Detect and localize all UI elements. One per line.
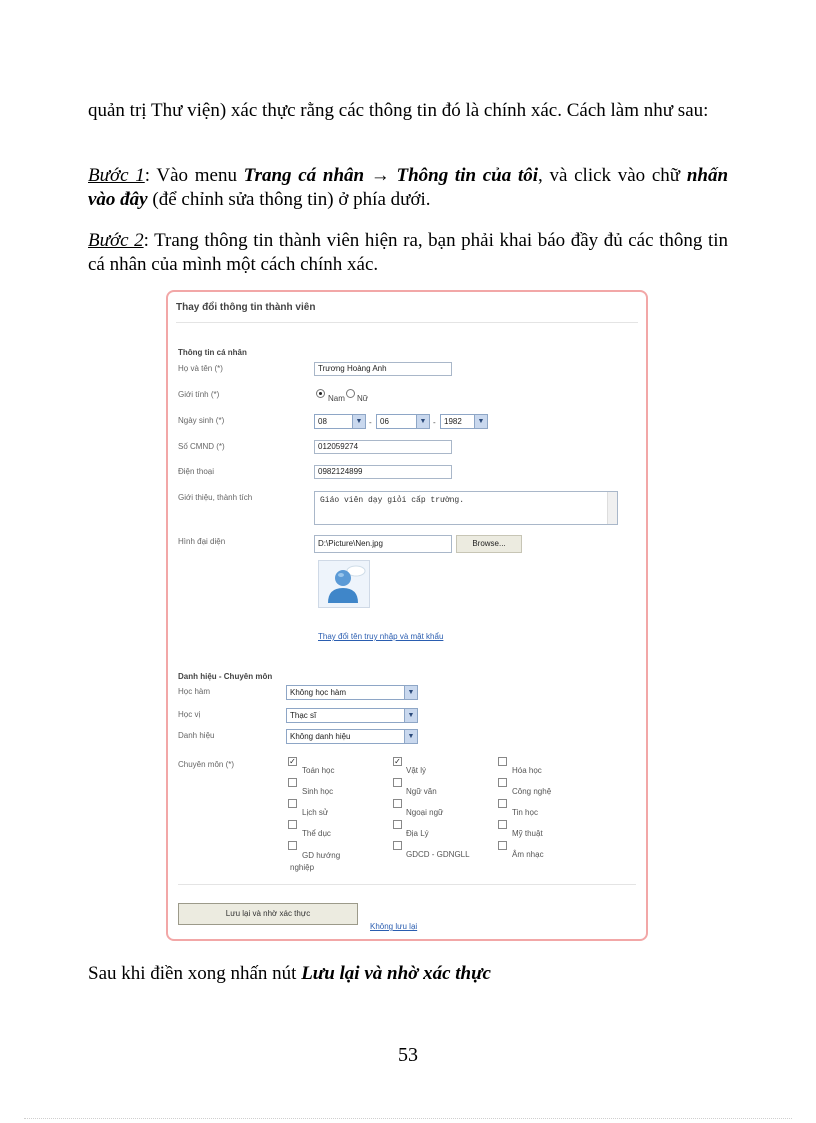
step-1-text-a: : Vào menu	[144, 165, 244, 186]
after-text: Sau khi điền xong nhấn nút	[88, 963, 302, 984]
chevron-down-icon: ▼	[416, 415, 429, 428]
subject-label: Sinh học	[302, 787, 334, 796]
step-2-paragraph	[88, 229, 728, 277]
click-here-text: nhấn vào đây	[88, 165, 729, 210]
id-number-input[interactable]: 012059274	[314, 440, 452, 454]
after-paragraph	[88, 962, 728, 986]
intro-text: quản trị Thư viện) xác thực rằng các thông tin đó là chính xác. Cách làm như sau:	[88, 100, 709, 121]
chevron-down-icon: ▼	[404, 730, 417, 743]
save-and-verify-button[interactable]: Lưu lại và nhờ xác thực	[178, 903, 358, 925]
subject-checkbox[interactable]	[498, 841, 507, 850]
avatar-preview	[318, 560, 370, 608]
subject-checkbox[interactable]	[498, 799, 507, 808]
phone-input[interactable]: 0982124899	[314, 465, 452, 479]
chevron-down-icon: ▼	[352, 415, 365, 428]
save-button-name: Lưu lại và nhờ xác thực	[301, 963, 491, 984]
personal-info-section-title: Thông tin cá nhân	[178, 348, 247, 357]
subject-checkbox[interactable]	[288, 820, 297, 829]
member-info-form-screenshot	[166, 290, 648, 941]
browse-button[interactable]: Browse...	[456, 535, 522, 553]
intro-paragraph	[88, 99, 728, 123]
intro-textarea-value: Giáo viên dạy giỏi cấp trường.	[320, 496, 465, 505]
subject-checkbox[interactable]	[288, 841, 297, 850]
degree-label: Học vị	[178, 710, 201, 719]
subject-checkbox[interactable]	[498, 778, 507, 787]
dob-month-value: 06	[380, 417, 389, 426]
subject-checkbox[interactable]	[393, 778, 402, 787]
subject-checkbox[interactable]	[393, 841, 402, 850]
page-bottom-rule	[24, 1118, 792, 1119]
step-1-text-b: , và click vào chữ	[538, 165, 687, 186]
subject-label: Hóa học	[512, 766, 542, 775]
subject-label: Vật lý	[406, 766, 427, 775]
step-2-label: Bước 2	[88, 230, 144, 251]
subject-checkbox[interactable]: ✓	[289, 757, 296, 766]
gender-female-radio[interactable]	[346, 389, 355, 398]
fullname-input[interactable]: Trương Hoàng Anh	[314, 362, 452, 376]
honor-label: Danh hiệu	[178, 731, 215, 740]
subject-checkbox[interactable]	[498, 820, 507, 829]
subject-label: Ngoại ngữ	[406, 808, 444, 817]
gender-label: Giới tính (*)	[178, 390, 220, 399]
section-gap	[168, 652, 646, 660]
dob-day-value: 08	[318, 417, 327, 426]
menu-name: Trang cá nhân	[243, 165, 365, 186]
degree-value: Thạc sĩ	[290, 711, 317, 720]
subject-label: Âm nhạc	[512, 850, 544, 859]
avatar-file-input[interactable]: D:\Picture\Nen.jpg	[314, 535, 452, 553]
subject-label: Lịch sử	[302, 808, 329, 817]
major-label: Chuyên môn (*)	[178, 760, 235, 769]
dob-day-select[interactable]	[314, 414, 366, 429]
academic-rank-value: Không học hàm	[290, 688, 347, 697]
change-credentials-link[interactable]: Thay đổi tên truy nhập và mật khẩu	[318, 632, 444, 641]
subject-checkbox[interactable]	[288, 778, 297, 787]
subject-checkbox[interactable]: ✓	[394, 757, 401, 766]
step-1-text-c: (để chỉnh sửa thông tin) ở phía dưới.	[147, 189, 431, 210]
gender-male-label: Nam	[328, 394, 345, 403]
phone-label: Điện thoại	[178, 467, 215, 476]
subject-checkbox[interactable]	[498, 757, 507, 766]
form-footer-divider	[178, 884, 636, 885]
dob-month-select[interactable]	[376, 414, 430, 429]
subject-checkbox[interactable]	[393, 799, 402, 808]
subject-label: Ngữ văn	[406, 787, 437, 796]
subject-label: Thể dục	[302, 829, 331, 838]
menu-item-name: Thông tin của tôi	[396, 165, 539, 186]
intro-label: Giới thiệu, thành tích	[178, 493, 253, 502]
subject-checkbox[interactable]	[393, 820, 402, 829]
step-1-paragraph	[88, 164, 728, 212]
dob-separator: -	[433, 418, 436, 427]
chevron-down-icon: ▼	[474, 415, 487, 428]
dob-separator: -	[369, 418, 372, 427]
subject-label: Địa Lý	[406, 829, 429, 838]
academic-rank-label: Học hàm	[178, 687, 211, 696]
gender-male-radio[interactable]	[316, 389, 325, 398]
step-1-label: Bước 1	[88, 165, 145, 186]
subject-label: GDCD - GDNGLL	[406, 850, 470, 859]
academic-rank-select[interactable]	[286, 685, 418, 700]
textarea-scrollbar[interactable]	[607, 492, 617, 524]
chevron-down-icon: ▼	[404, 709, 417, 722]
subject-label: Toán học	[302, 766, 335, 775]
subject-label: Tin học	[512, 808, 538, 817]
title-expertise-section-title: Danh hiệu - Chuyên môn	[178, 672, 273, 681]
form-title-divider	[176, 322, 638, 323]
dob-year-value: 1982	[444, 417, 462, 426]
honor-select[interactable]	[286, 729, 418, 744]
degree-select[interactable]	[286, 708, 418, 723]
form-title: Thay đổi thông tin thành viên	[176, 302, 316, 313]
user-avatar-icon	[319, 561, 369, 607]
id-number-label: Số CMND (*)	[178, 442, 225, 451]
subject-label: GD hướng nghiệp	[290, 851, 341, 872]
subject-checkbox[interactable]	[288, 799, 297, 808]
subject-label: Mỹ thuật	[512, 829, 543, 838]
cancel-link[interactable]: Không lưu lại	[370, 922, 418, 931]
intro-textarea[interactable]	[314, 491, 618, 525]
gender-female-label: Nữ	[357, 394, 369, 403]
chevron-down-icon: ▼	[404, 686, 417, 699]
avatar-label: Hình đại diện	[178, 537, 226, 546]
step-2-text: : Trang thông tin thành viên hiện ra, bạn phải khai báo đầy đủ các thông tin cá nhân của mình một cách chính xác.	[88, 230, 728, 275]
dob-year-select[interactable]	[440, 414, 488, 429]
arrow-glyph: →	[364, 165, 397, 186]
dob-label: Ngày sinh (*)	[178, 416, 225, 425]
subject-label: Công nghệ	[512, 787, 552, 796]
page-number: 53	[398, 1044, 418, 1066]
fullname-label: Họ và tên (*)	[178, 364, 223, 373]
honor-value: Không danh hiệu	[290, 732, 351, 741]
